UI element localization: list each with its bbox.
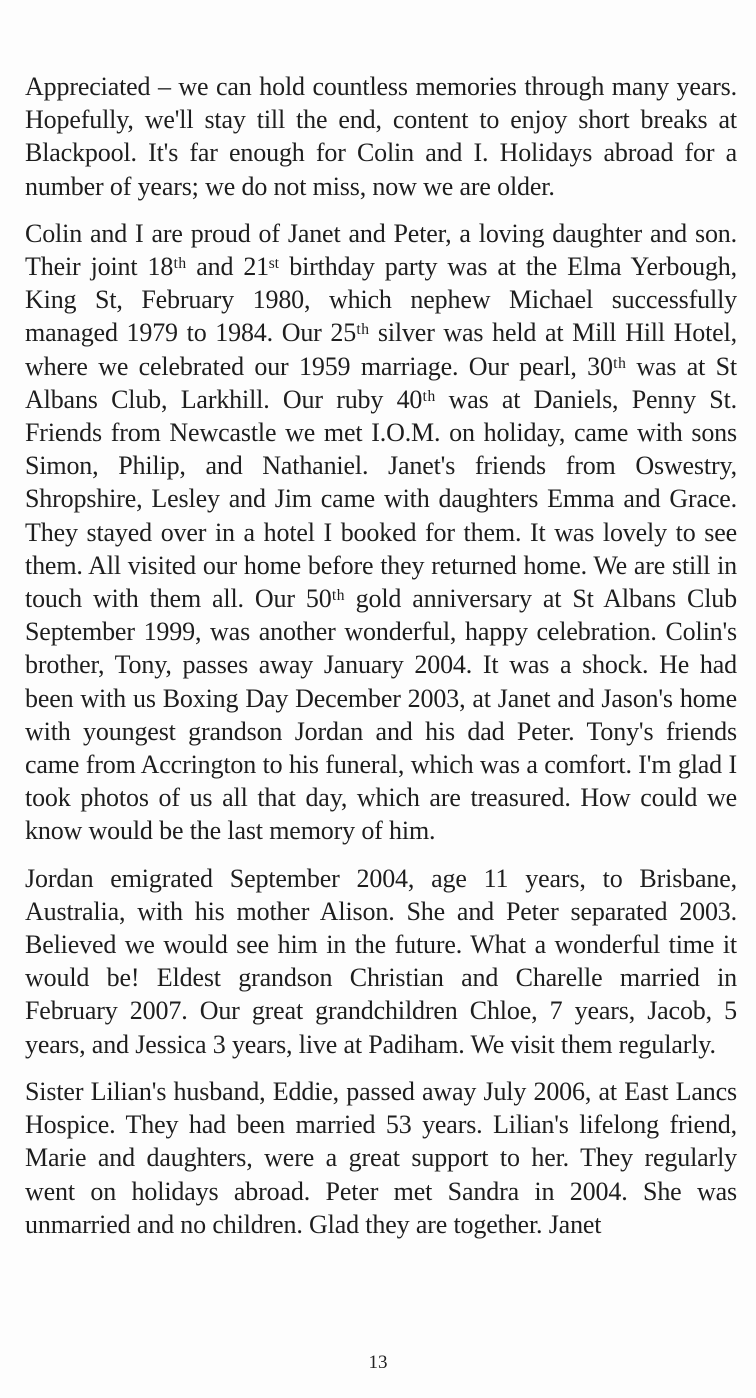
page-body [25, 70, 737, 1255]
paragraph-4: Sister Lilian's husband, Eddie, passed away July 2006, at East Lancs Hospice. They had been married 53 years. Lilian's lifelong friend, Marie and daughters, were a great support to her. They regularly went on holidays abroad. Peter met Sandra in 2004. She was unmarried and no children. Glad they are together. Janet [25, 1076, 737, 1239]
paragraph-3: Jordan emigrated September 2004, age 11 years, to Brisbane, Australia, with his mother Alison. She and Peter separated 2003. Believed we would see him in the future. What a wonderful time it would be! Eldest grandson Christian and Charelle married in February 2007. Our great grandchildren Chloe, 7 years, Jacob, 5 years, and Jessica 3 years, live at Padiham. We visit them regularly. [25, 863, 737, 1059]
paragraph-2: Colin and I are proud of Janet and Peter, a loving daughter and son. Their joint 18ᵗʰ and 21ˢᵗ birthday party was at the Elma Yerbough, King St, February 1980, which nephew Michael successfully managed 1979 to 1984. Our 25ᵗʰ silver was held at Mill Hill Hotel, where we celebrated our 1959 marriage. Our pearl, 30ᵗʰ was at St Albans Club, Larkhill. Our ruby 40ᵗʰ was at Daniels, Penny St. Friends from Newcastle we met I.O.M. on holiday, came with sons Simon, Philip, and Nathaniel. Janet's friends from Oswestry, Shropshire, Lesley and Jim came with daughters Emma and Grace. They stayed over in a hotel I booked for them. It was lovely to see them. All visited our home before they returned home. We are still in touch with them all. Our 50ᵗʰ gold anniversary at St Albans Club September 1999, was another wonderful, happy celebration. Colin's brother, Tony, passes away January 2004. It was a shock. He had been with us Boxing Day December 2003, at Janet and Jason's home with youngest grandson Jordan and his dad Peter. Tony's friends came from Accrington to his funeral, which was a comfort. I'm glad I took photos of us all that day, which are treasured. How could we know would be the last memory of him. [25, 218, 737, 846]
page-number: 13 [368, 1352, 388, 1373]
paragraph-1: Appreciated – we can hold countless memories through many years. Hopefully, we'll stay till the end, content to enjoy short breaks at Blackpool. It's far enough for Colin and I. Holidays abroad for a number of years; we do not miss, now we are older. [25, 72, 737, 201]
